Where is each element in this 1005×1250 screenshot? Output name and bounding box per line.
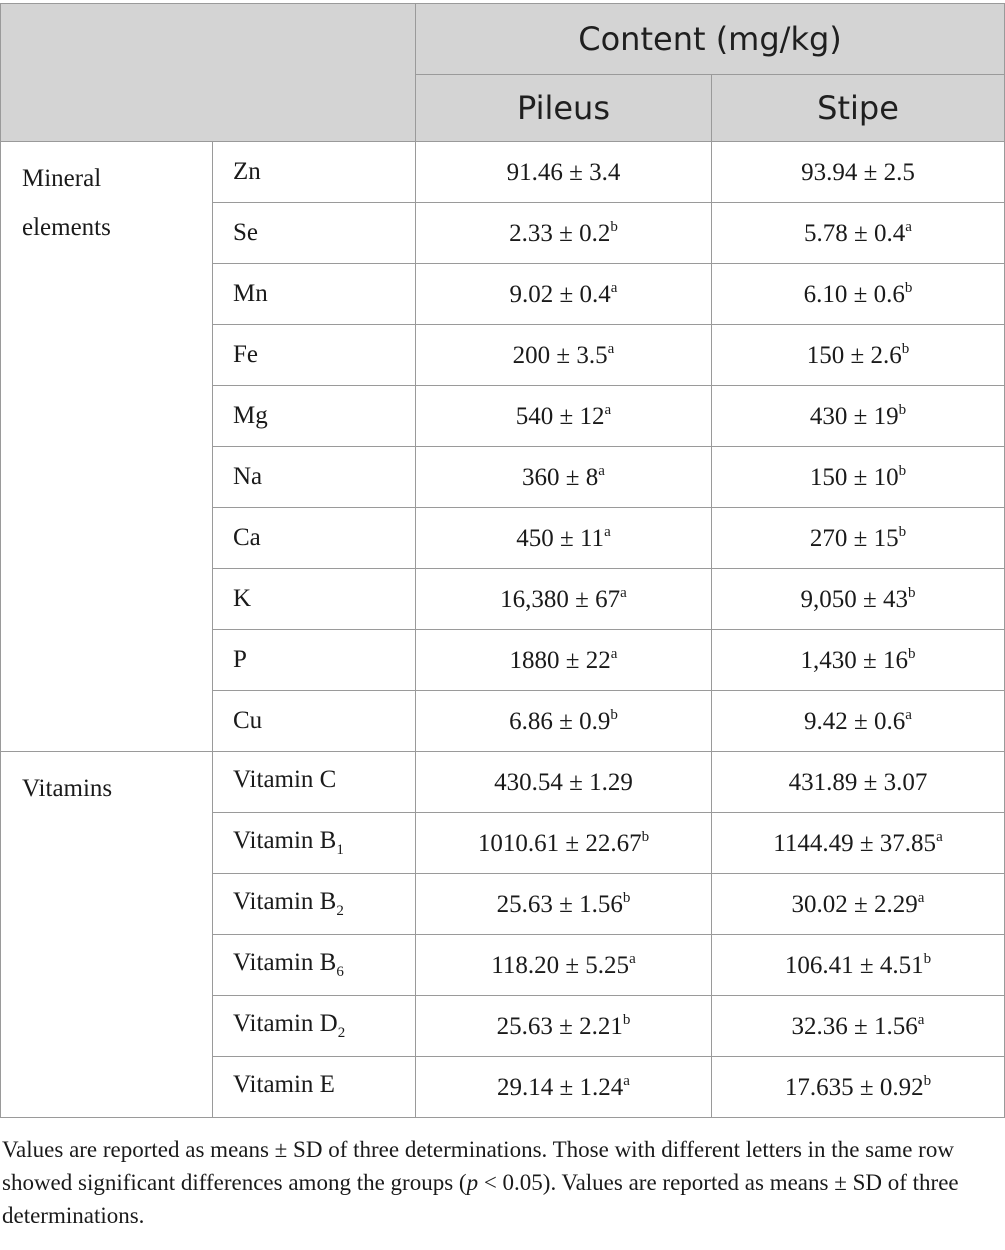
stipe-value: 30.02 ± 2.29 [791,890,918,918]
pileus-value-cell [416,752,712,813]
pileus-significance-letter: b [610,218,618,235]
stipe-significance-letter: a [905,706,912,723]
group-cell-vitamins [1,752,213,1118]
item-name: P [233,646,247,673]
table-footnote [2,1133,1002,1232]
item-name: Se [233,219,258,246]
stipe-value: 5.78 ± 0.4 [804,219,906,247]
stipe-significance-letter: b [908,584,916,601]
item-name-cell [213,203,416,264]
item-name-cell [213,1057,416,1118]
item-name-cell [213,996,416,1057]
pileus-value: 118.20 ± 5.25 [491,951,630,979]
item-name: Cu [233,707,263,734]
footnote-part1: Values are reported as means ± SD of three determinations. Those with different letters in the same row showed significant differences among the groups ( [2,1137,954,1195]
pileus-value-cell [416,935,712,996]
stipe-significance-letter: b [898,462,907,479]
item-name-cell [213,386,416,447]
table-body [1,142,1005,1118]
pileus-header: Pileus [416,75,712,142]
stipe-value-cell [712,142,1005,203]
stipe-value-cell [712,325,1005,386]
item-name-cell [213,325,416,386]
item-name: Mg [233,402,268,429]
stipe-value-cell [712,996,1005,1057]
pileus-value: 450 ± 11 [516,524,605,552]
item-name: Vitamin E [233,1071,335,1098]
pileus-significance-letter: b [622,889,631,906]
item-name-subscript: 1 [336,842,344,858]
pileus-value-cell [416,142,712,203]
stipe-significance-letter: b [904,279,913,296]
pileus-value-cell [416,569,712,630]
stipe-value-cell [712,1057,1005,1118]
pileus-value: 360 ± 8 [522,463,599,491]
stipe-value-cell [712,447,1005,508]
stipe-significance-letter: a [905,218,912,235]
stipe-value: 150 ± 10 [809,463,899,491]
stipe-significance-letter: b [923,950,932,967]
group-label-vitamins: Vitamins [22,775,113,802]
nutrient-table [0,3,1005,1118]
item-name: Mn [233,280,268,307]
pileus-value: 25.63 ± 2.21 [496,1012,623,1040]
item-name: K [233,585,252,612]
item-name-cell [213,447,416,508]
item-name: Na [233,463,263,490]
content-header: Content (mg/kg) [416,4,1005,75]
pileus-significance-letter: a [604,523,611,540]
item-name-cell [213,142,416,203]
item-name-cell [213,691,416,752]
pileus-value: 1010.61 ± 22.67 [477,829,642,857]
stipe-significance-letter: b [898,401,907,418]
item-name-cell [213,935,416,996]
stipe-significance-letter: b [908,645,916,662]
item-name: Vitamin B [233,949,337,976]
stipe-value: 6.10 ± 0.6 [803,280,905,308]
item-name-subscript: 2 [336,903,344,919]
stipe-significance-letter: a [917,1011,925,1028]
pileus-significance-letter: a [610,645,618,662]
item-name-subscript: 6 [336,964,344,980]
stipe-value: 430 ± 19 [809,402,899,430]
footnote-p-symbol: p [466,1170,479,1195]
pileus-value-cell [416,996,712,1057]
stipe-value: 1,430 ± 16 [800,646,908,674]
group-cell-minerals [1,142,213,752]
pileus-value-cell [416,1057,712,1118]
item-name-cell [213,752,416,813]
stipe-value: 17.635 ± 0.92 [784,1073,924,1101]
stipe-header: Stipe [712,75,1005,142]
pileus-value: 430.54 ± 1.29 [494,768,633,796]
item-name: Zn [233,158,261,185]
pileus-value: 200 ± 3.5 [512,341,608,369]
item-name: Vitamin B [233,888,337,915]
stipe-value: 93.94 ± 2.5 [801,158,915,186]
pileus-significance-letter: b [622,1011,631,1028]
item-name-cell [213,813,416,874]
pileus-value-cell [416,691,712,752]
stipe-value: 1144.49 ± 37.85 [773,829,937,857]
pileus-value-cell [416,264,712,325]
item-name: Ca [233,524,261,551]
pileus-value: 25.63 ± 1.56 [496,890,623,918]
pileus-value-cell [416,508,712,569]
footnote-part2: < 0.05). Values are reported as means ± SD of three determinations. [2,1170,959,1228]
pileus-significance-letter: a [620,584,627,601]
stipe-significance-letter: b [901,340,910,357]
stipe-value-cell [712,203,1005,264]
pileus-value: 1880 ± 22 [509,646,611,674]
pileus-significance-letter: a [598,462,605,479]
pileus-value-cell [416,813,712,874]
group-label-minerals: Mineral elements [22,165,111,241]
stipe-value-cell [712,752,1005,813]
item-name: Fe [233,341,258,368]
pileus-significance-letter: a [623,1072,630,1089]
stipe-value-cell [712,386,1005,447]
table-row [1,752,1005,813]
item-name-cell [213,264,416,325]
item-name: Vitamin C [233,766,337,793]
pileus-value-cell [416,630,712,691]
stipe-significance-letter: a [917,889,925,906]
stipe-value-cell [712,264,1005,325]
pileus-value: 16,380 ± 67 [500,585,621,613]
pileus-significance-letter: a [629,950,636,967]
item-name-subscript: 2 [337,1025,346,1041]
item-name-cell [213,630,416,691]
stipe-significance-letter: b [923,1072,932,1089]
stipe-significance-letter: b [898,523,907,540]
stipe-value: 431.89 ± 3.07 [788,768,928,796]
header-corner [1,4,416,142]
stipe-value-cell [712,569,1005,630]
stipe-value-cell [712,630,1005,691]
stipe-value: 106.41 ± 4.51 [784,951,924,979]
pileus-value: 540 ± 12 [515,402,605,430]
pileus-value: 29.14 ± 1.24 [497,1073,624,1101]
stipe-value-cell [712,935,1005,996]
pileus-value: 6.86 ± 0.9 [509,707,611,735]
stipe-value: 9,050 ± 43 [800,585,908,613]
pileus-value-cell [416,386,712,447]
stipe-value-cell [712,691,1005,752]
stipe-value: 270 ± 15 [809,524,899,552]
stipe-value: 9.42 ± 0.6 [804,707,906,735]
stipe-value: 32.36 ± 1.56 [791,1012,918,1040]
table-row [1,142,1005,203]
pileus-significance-letter: b [610,706,618,723]
stipe-value-cell [712,874,1005,935]
pileus-value-cell [416,203,712,264]
pileus-value: 91.46 ± 3.4 [506,158,621,186]
pileus-value-cell [416,447,712,508]
item-name-cell [213,508,416,569]
pileus-value: 9.02 ± 0.4 [509,280,611,308]
item-name-cell [213,569,416,630]
stipe-value-cell [712,813,1005,874]
pileus-significance-letter: a [604,401,612,418]
stipe-value: 150 ± 2.6 [806,341,902,369]
stipe-significance-letter: a [936,828,943,845]
pileus-value-cell [416,325,712,386]
pileus-value-cell [416,874,712,935]
pileus-significance-letter: a [610,279,618,296]
pileus-value: 2.33 ± 0.2 [509,219,611,247]
pileus-significance-letter: b [641,828,650,845]
item-name: Vitamin B [233,827,337,854]
item-name-cell [213,874,416,935]
stipe-value-cell [712,508,1005,569]
pileus-significance-letter: a [607,340,615,357]
item-name: Vitamin D [233,1010,338,1037]
